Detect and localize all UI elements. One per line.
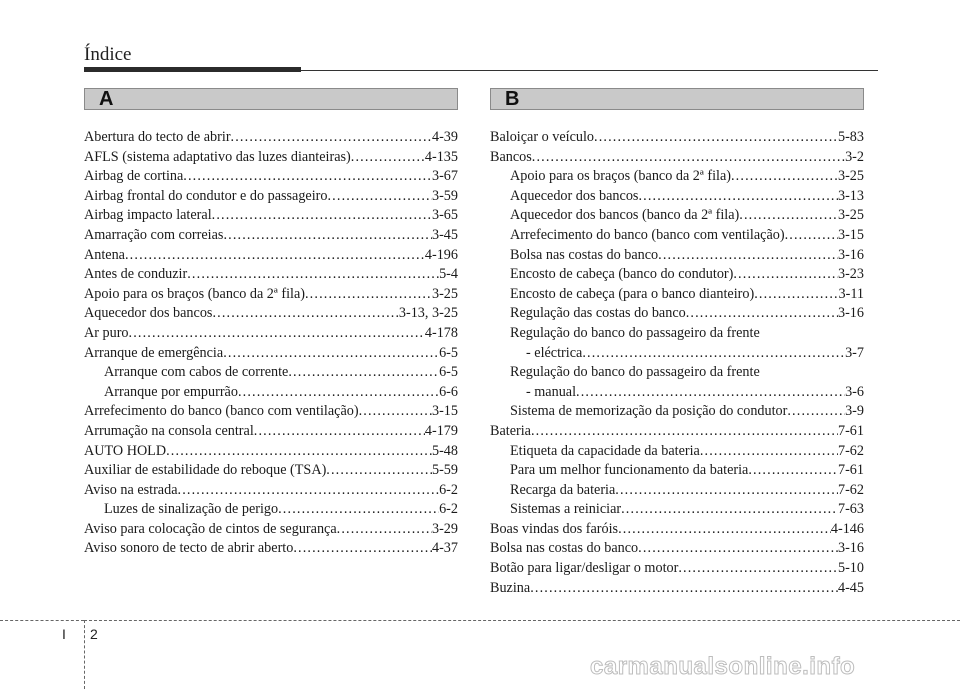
index-entry[interactable] (84, 520, 458, 540)
index-entry-text: Aviso para colocação de cintos de segurança (84, 520, 337, 537)
dot-leader (638, 539, 838, 559)
index-entry-text: Ar puro (84, 324, 129, 341)
index-entry-page: 6-6 (439, 383, 458, 400)
index-entry-text: AUTO HOLD (84, 442, 167, 459)
index-entry[interactable] (84, 481, 458, 501)
index-entry-page: 3-25 (837, 207, 864, 224)
index-entry-text: Encosto de cabeça (banco do condutor) (510, 266, 734, 283)
index-entry[interactable] (490, 500, 864, 520)
dot-leader (305, 285, 432, 305)
dot-leader (166, 442, 432, 462)
footer-rule (84, 620, 960, 621)
dot-leader (231, 128, 432, 148)
index-entry-page: 6-5 (439, 364, 458, 381)
dot-leader (621, 500, 838, 520)
dot-leader (327, 187, 432, 207)
index-entry-page: 5-83 (837, 129, 864, 145)
index-entry-text: Amarração com correias (84, 226, 224, 243)
index-entry-page: 3-25 (431, 285, 458, 302)
index-entry[interactable] (490, 442, 864, 462)
index-entry[interactable] (84, 304, 458, 324)
index-entry[interactable] (84, 539, 458, 559)
section-letter-a: A (99, 88, 114, 110)
footer-divider (84, 620, 85, 689)
index-entry-page: 6-2 (439, 481, 458, 498)
index-entry-text: Bolsa nas costas do banco (490, 540, 639, 557)
index-entry[interactable] (84, 167, 458, 187)
index-entry[interactable] (490, 167, 864, 187)
index-entry-page: 3-25 (837, 168, 864, 185)
dot-leader (223, 344, 439, 364)
dot-leader (223, 226, 432, 246)
dot-leader (351, 148, 425, 168)
dot-leader (638, 187, 838, 207)
index-entry-page: 3-13 (837, 187, 864, 204)
dot-leader (532, 148, 845, 168)
index-subheading: Regulação do banco do passageiro da frente (510, 364, 760, 381)
index-entry[interactable] (490, 422, 864, 442)
dot-leader (615, 481, 838, 501)
dot-leader (359, 402, 432, 422)
index-entry[interactable] (490, 148, 864, 168)
index-entry-text: Recarga da bateria (510, 481, 616, 498)
index-entry[interactable] (490, 579, 864, 599)
index-entry[interactable] (84, 128, 458, 148)
index-entry[interactable] (490, 559, 864, 579)
index-entry[interactable] (490, 206, 864, 226)
index-entry[interactable] (84, 500, 458, 520)
index-entry-text: Etiqueta da capacidade da bateria (510, 442, 700, 459)
index-entry-page: 7-63 (837, 501, 864, 518)
footer-page-number: 2 (90, 626, 98, 642)
index-entry-text: Para um melhor funcionamento da bateria (510, 462, 749, 479)
index-entry-page: 5-10 (837, 560, 864, 577)
index-entry-text: Arranque de emergência (84, 344, 224, 361)
index-entry[interactable] (490, 383, 864, 403)
index-entry-page: 3-2 (845, 148, 864, 165)
index-entry-page: 3-15 (431, 403, 458, 420)
index-entry-page: 3-15 (837, 226, 864, 243)
dot-leader (278, 500, 439, 520)
dot-leader (212, 206, 432, 226)
watermark: carmanualsonline.info (590, 653, 856, 680)
dot-leader (178, 481, 440, 501)
index-entry[interactable] (490, 246, 864, 266)
index-entry[interactable] (490, 520, 864, 540)
index-entry-page: 4-37 (431, 540, 458, 557)
index-entry-text: Auxiliar de estabilidade do reboque (TSA) (84, 462, 327, 479)
index-entry-page: 4-39 (431, 129, 458, 145)
section-letter-b: B (505, 88, 520, 110)
dot-leader (618, 520, 831, 540)
index-entry[interactable] (490, 481, 864, 501)
index-entry-text: Sistema de memorização da posição do condutor (510, 403, 788, 420)
index-entry-text: Sistemas a reiniciar (510, 501, 622, 518)
index-entry-text: Antes de conduzir (84, 266, 188, 283)
index-entry-text: Aviso sonoro de tecto de abrir aberto (84, 540, 294, 557)
index-entry-text: Airbag frontal do condutor e do passageiro (84, 187, 328, 204)
index-entry-text: Regulação das costas do banco (510, 305, 686, 322)
dot-leader (678, 559, 838, 579)
index-entry-page: 7-62 (837, 442, 864, 459)
index-entry-text: Luzes de sinalização de perigo (104, 501, 279, 518)
dot-leader (739, 206, 838, 226)
index-entry-page: 4-178 (424, 324, 458, 341)
footer-rule (0, 620, 84, 621)
dot-leader (288, 363, 439, 383)
index-entry-page: 3-45 (431, 226, 458, 243)
header-rule-accent (84, 67, 301, 72)
index-entry-text: Bateria (490, 422, 531, 439)
index-entry[interactable] (84, 265, 458, 285)
index-entry-page: 3-16 (837, 305, 864, 322)
dot-leader (238, 383, 439, 403)
index-entry-text: Aquecedor dos bancos (510, 187, 639, 204)
index-entry-text: Arranque por empurrão (104, 383, 238, 400)
dot-leader (212, 304, 398, 324)
dot-leader (754, 285, 838, 305)
dot-leader (658, 246, 838, 266)
dot-leader (187, 265, 439, 285)
index-entry[interactable] (490, 461, 864, 481)
index-entry[interactable] (84, 324, 458, 344)
index-entry-page: 4-179 (424, 422, 458, 439)
index-entry-page: 7-61 (837, 422, 864, 439)
index-entry-page: 5-4 (439, 266, 458, 283)
dot-leader (733, 265, 838, 285)
index-entry[interactable] (84, 187, 458, 207)
index-entry[interactable] (490, 285, 864, 305)
index-entry[interactable] (84, 226, 458, 246)
index-entry-page: 3-23 (837, 266, 864, 283)
page-title: Índice (84, 44, 132, 65)
index-entry[interactable] (84, 402, 458, 422)
index-entry-page: 4-196 (424, 246, 458, 263)
index-subheading: Regulação do banco do passageiro da frente (510, 324, 760, 341)
dot-leader (326, 461, 432, 481)
index-entry[interactable] (84, 344, 458, 364)
index-entry-page: 3-16 (837, 246, 864, 263)
index-entry[interactable] (84, 461, 458, 481)
index-entry-page: 3-7 (845, 344, 864, 361)
index-entry-page: 3-13, 3-25 (398, 305, 458, 322)
dot-leader (582, 344, 845, 364)
index-entry-text: - eléctrica (526, 344, 583, 361)
index-entry[interactable] (84, 422, 458, 442)
index-entry-page: 4-135 (424, 148, 458, 165)
index-entry-text: Airbag de cortina (84, 168, 184, 185)
index-entry-page: 5-59 (431, 462, 458, 479)
dot-leader (293, 539, 432, 559)
section-header-a (84, 88, 458, 110)
dot-leader (748, 461, 838, 481)
index-entry[interactable] (490, 539, 864, 559)
index-entry-text: Airbag impacto lateral (84, 207, 212, 224)
index-entry-page: 3-16 (837, 540, 864, 557)
index-entry-text: Aquecedor dos bancos (banco da 2ª fila) (510, 207, 740, 224)
index-entry-text: Arranque com cabos de corrente (104, 364, 289, 381)
index-column-a (84, 128, 458, 559)
index-entry[interactable] (490, 128, 864, 148)
index-entry-page: 7-62 (837, 481, 864, 498)
index-entry-text: Aquecedor dos bancos (84, 305, 213, 322)
index-entry-text: Boas vindas dos faróis (490, 520, 619, 537)
dot-leader (785, 226, 838, 246)
dot-leader (530, 579, 838, 599)
dot-leader (787, 402, 845, 422)
index-entry[interactable] (490, 344, 864, 364)
index-entry-page: 7-61 (837, 462, 864, 479)
index-entry[interactable] (84, 206, 458, 226)
index-entry-text: Encosto de cabeça (para o banco dianteiro) (510, 285, 755, 302)
index-entry-page: 6-5 (439, 344, 458, 361)
index-entry-page: 6-2 (439, 501, 458, 518)
dot-leader (125, 246, 425, 266)
dot-leader (700, 442, 838, 462)
index-entry-page: 3-9 (845, 403, 864, 420)
index-entry-text: Bolsa nas costas do banco (510, 246, 659, 263)
index-entry-text: AFLS (sistema adaptativo das luzes dianteiras) (84, 148, 351, 165)
index-entry-text: Baloiçar o veículo (490, 129, 595, 145)
index-entry[interactable] (490, 265, 864, 285)
index-entry[interactable] (84, 246, 458, 266)
index-entry-page: 3-59 (431, 187, 458, 204)
index-entry-text: Botão para ligar/desligar o motor (490, 560, 679, 577)
dot-leader (576, 383, 845, 403)
index-entry-text: Apoio para os braços (banco da 2ª fila) (510, 168, 731, 185)
index-entry-page: 4-45 (837, 579, 864, 596)
index-entry-page: 3-65 (431, 207, 458, 224)
index-entry[interactable] (490, 304, 864, 324)
index-entry-text: Buzina (490, 579, 531, 596)
dot-leader (531, 422, 838, 442)
index-entry[interactable] (490, 187, 864, 207)
index-entry-text: Arrefecimento do banco (banco com ventilação) (84, 403, 359, 420)
index-entry[interactable] (84, 363, 458, 383)
index-entry[interactable] (84, 285, 458, 305)
index-entry-page: 4-146 (830, 520, 864, 537)
dot-leader (594, 128, 838, 148)
index-entry-text: - manual (526, 383, 577, 400)
index-entry[interactable] (84, 442, 458, 462)
index-entry-page: 3-6 (845, 383, 864, 400)
dot-leader (254, 422, 425, 442)
dot-leader (183, 167, 432, 187)
index-column-b (490, 128, 864, 598)
footer-section-label: I (62, 626, 66, 642)
dot-leader (337, 520, 432, 540)
index-entry[interactable] (490, 402, 864, 422)
index-entry[interactable] (84, 383, 458, 403)
index-entry[interactable] (84, 148, 458, 168)
index-entry-text: Abertura do tecto de abrir (84, 129, 231, 145)
index-entry-page: 5-48 (431, 442, 458, 459)
dot-leader (686, 304, 838, 324)
index-entry-text: Apoio para os braços (banco da 2ª fila) (84, 285, 305, 302)
index-entry-page: 3-67 (431, 168, 458, 185)
index-entry-page: 3-11 (838, 285, 864, 302)
index-entry-page: 3-29 (431, 520, 458, 537)
dot-leader (731, 167, 838, 187)
dot-leader (129, 324, 425, 344)
index-entry[interactable] (490, 226, 864, 246)
index-entry-text: Antena (84, 246, 125, 263)
index-entry-text: Aviso na estrada (84, 481, 178, 498)
index-entry-text: Bancos (490, 148, 532, 165)
section-header-b (490, 88, 864, 110)
index-entry-text: Arrumação na consola central (84, 422, 254, 439)
index-entry-text: Arrefecimento do banco (banco com ventilação) (510, 226, 785, 243)
